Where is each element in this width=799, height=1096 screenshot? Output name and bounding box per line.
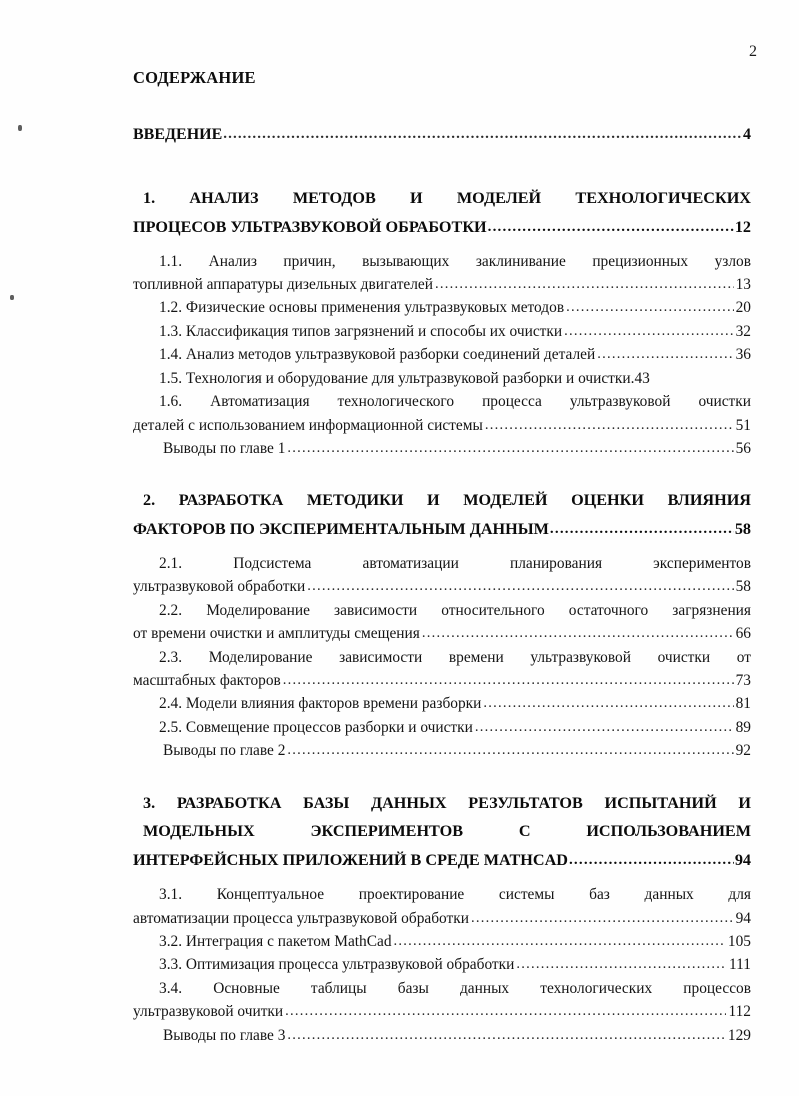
leader-dots: [307, 574, 733, 597]
chapter-heading-line: 1. АНАЛИЗ МЕТОДОВ И МОДЕЛЕЙ ТЕХНОЛОГИЧЕСКИХ: [143, 189, 751, 207]
toc-entry-label-cont: автоматизации процесса ультразвуковой обработки: [133, 909, 469, 927]
toc-entry-label: 1.2. Физические основы применения ультразвуковых методов: [159, 299, 565, 317]
toc-entry-page: 105: [727, 932, 751, 950]
toc-entry-label: Выводы по главе 2: [163, 742, 286, 760]
leader-dots: [283, 668, 734, 691]
toc-entry-page: 58: [735, 578, 751, 596]
toc-entry-page: 13: [735, 276, 751, 294]
toc-entry-label: Выводы по главе 3: [163, 1026, 286, 1044]
toc-entry-page: 129: [727, 1026, 751, 1044]
page-title: СОДЕРЖАНИЕ: [133, 68, 256, 87]
toc-entry-page: 73: [735, 672, 751, 689]
toc-entry-3-1[interactable]: [133, 883, 751, 930]
chapter-heading-line: ФАКТОРОВ ПО ЭКСПЕРИМЕНТАЛЬНЫМ ДАННЫМ: [133, 520, 549, 539]
toc-entry-label-cont: ультразвуковой обработки: [133, 578, 306, 596]
leader-dots: [483, 691, 733, 714]
toc-entry-label: 1.6. Автоматизация технологического процесса ультразвуковой очистки: [159, 393, 751, 411]
toc-entry-page: 51: [735, 416, 751, 434]
toc-entry-label: 2.3. Моделирование зависимости времени ультразвуковой очистки от: [159, 648, 751, 666]
leader-dots: [285, 999, 726, 1022]
toc-entry-2-4[interactable]: [133, 692, 751, 715]
toc-entry-label: 1.1. Анализ причин, вызывающих заклинивание прецизионных узлов: [159, 252, 751, 270]
toc-entry-conclusion-1[interactable]: [133, 437, 751, 460]
toc-entry-label-cont: масштабных факторов: [133, 672, 281, 689]
toc-entry-label: 1.4. Анализ методов ультразвуковой разборки соединений деталей: [159, 346, 596, 364]
scan-speckle-artifact: [18, 125, 22, 131]
toc-entry-page: 112: [728, 1003, 751, 1021]
leader-dots: [485, 413, 734, 436]
toc-entry-page: 94: [734, 851, 751, 870]
leader-dots: [287, 738, 733, 761]
toc-entry-3-4[interactable]: [133, 977, 751, 1024]
toc-entry-label: 2.4. Модели влияния факторов времени разборки: [159, 695, 482, 713]
toc-entry-label-cont: топливной аппаратуры дизельных двигателей: [133, 276, 433, 294]
leader-dots: [223, 125, 742, 143]
toc-entry-1-6[interactable]: [133, 390, 751, 437]
toc-chapter-heading-3[interactable]: [133, 789, 751, 875]
leader-dots: [516, 952, 727, 975]
leader-dots: [471, 906, 734, 929]
toc-entry-label: Выводы по главе 1: [163, 439, 286, 457]
leader-dots: [488, 212, 734, 241]
chapter-heading-line: 2. РАЗРАБОТКА МЕТОДИКИ И МОДЕЛЕЙ ОЦЕНКИ ВЛИЯНИЯ: [143, 491, 751, 510]
toc-entry-conclusion-2[interactable]: [133, 739, 751, 762]
chapter-heading-line: ПРОЦЕСОВ УЛЬТРАЗВУКОВОЙ ОБРАБОТКИ: [133, 217, 487, 236]
toc-entry-1-1[interactable]: [133, 250, 751, 297]
toc-entry-label: 3.1. Концептуальное проектирование системы баз данных для: [159, 886, 751, 904]
leader-dots: [287, 1023, 725, 1046]
toc-chapter-heading-1[interactable]: [133, 184, 751, 242]
toc-entry-2-5[interactable]: [133, 716, 751, 739]
toc-entry-page: 94: [735, 909, 751, 927]
toc-entry-page: 4: [743, 126, 751, 143]
toc-entry-1-5[interactable]: [133, 367, 751, 390]
leader-dots: [566, 295, 734, 318]
toc-entry-1-4[interactable]: [133, 343, 751, 366]
leader-dots: [597, 342, 733, 365]
toc-entry-2-3[interactable]: [133, 646, 751, 693]
leader-dots: [435, 272, 734, 295]
scan-speckle-artifact: [10, 295, 14, 300]
toc-entry-page: 36: [735, 346, 751, 364]
toc-entry-1-2[interactable]: [133, 296, 751, 319]
toc-entry-1-3[interactable]: [133, 320, 751, 343]
leader-dots: [422, 621, 734, 644]
chapter-heading-line: ИНТЕРФЕЙСНЫХ ПРИЛОЖЕНИЙ В СРЕДЕ MATHCAD: [133, 851, 568, 870]
leader-dots: [287, 436, 733, 459]
toc-entry-page: 20: [735, 299, 751, 317]
toc-entry-page: 66: [735, 625, 751, 643]
chapter-heading-line: МОДЕЛЬНЫХ ЭКСПЕРИМЕНТОВ С ИСПОЛЬЗОВАНИЕМ: [143, 822, 751, 841]
toc-entry-label: 2.1. Подсистема автоматизации планирования экспериментов: [159, 554, 751, 572]
toc-entry-page: 89: [735, 718, 751, 736]
toc-entry-2-2[interactable]: [133, 599, 751, 646]
toc-entry-3-2[interactable]: [133, 930, 751, 953]
toc-entry-page: 32: [735, 322, 751, 340]
chapter-heading-line: 3. РАЗРАБОТКА БАЗЫ ДАННЫХ РЕЗУЛЬТАТОВ ИСПЫТАНИЙ И: [143, 793, 751, 812]
toc-entry-label: 3.4. Основные таблицы базы данных технологических процессов: [159, 979, 751, 997]
toc-entry-label: 3.2. Интеграция с пакетом MathCad: [159, 932, 392, 950]
toc-entry-page: 92: [735, 742, 751, 760]
toc-entry-label: ВВЕДЕНИЕ: [133, 126, 223, 143]
page-number: 2: [749, 43, 757, 60]
toc-entry-label: 2.5. Совмещение процессов разборки и очистки: [159, 718, 473, 736]
leader-dots: [475, 715, 734, 738]
toc-entry-label-cont: от времени очистки и амплитуды смещения: [133, 625, 420, 643]
toc-entry-page: 56: [735, 439, 751, 457]
toc-entry-3-3[interactable]: [133, 953, 751, 976]
leader-dots: [394, 929, 726, 952]
leader-dots: [569, 845, 734, 874]
toc-entry-2-1[interactable]: [133, 552, 751, 599]
toc-entry-conclusion-3[interactable]: [133, 1024, 751, 1047]
toc-entry-label-cont: ультразвуковой очитки: [133, 1003, 284, 1021]
toc-entry-page: 111: [729, 956, 751, 974]
toc-entry-introduction[interactable]: [133, 126, 751, 144]
leader-dots: [550, 514, 734, 543]
toc-entry-page: 81: [735, 695, 751, 713]
toc-entry-label: 1.5. Технология и оборудование для ультразвуковой разборки и очистки.: [159, 369, 635, 387]
toc-entry-page: 43: [634, 369, 650, 387]
leader-dots: [564, 319, 734, 342]
toc-entry-label: 1.3. Классификация типов загрязнений и способы их очистки: [159, 322, 563, 340]
toc-entry-label: 3.3. Оптимизация процесса ультразвуковой обработки: [159, 956, 515, 974]
toc-chapter-heading-2[interactable]: [133, 486, 751, 544]
toc-entry-page: 12: [734, 217, 751, 236]
table-of-contents: [133, 68, 751, 1047]
toc-entry-page: 58: [734, 520, 751, 539]
toc-entry-label: 2.2. Моделирование зависимости относительного остаточного загрязнения: [159, 601, 751, 619]
toc-entry-label-cont: деталей с использованием информационной системы: [133, 416, 483, 434]
